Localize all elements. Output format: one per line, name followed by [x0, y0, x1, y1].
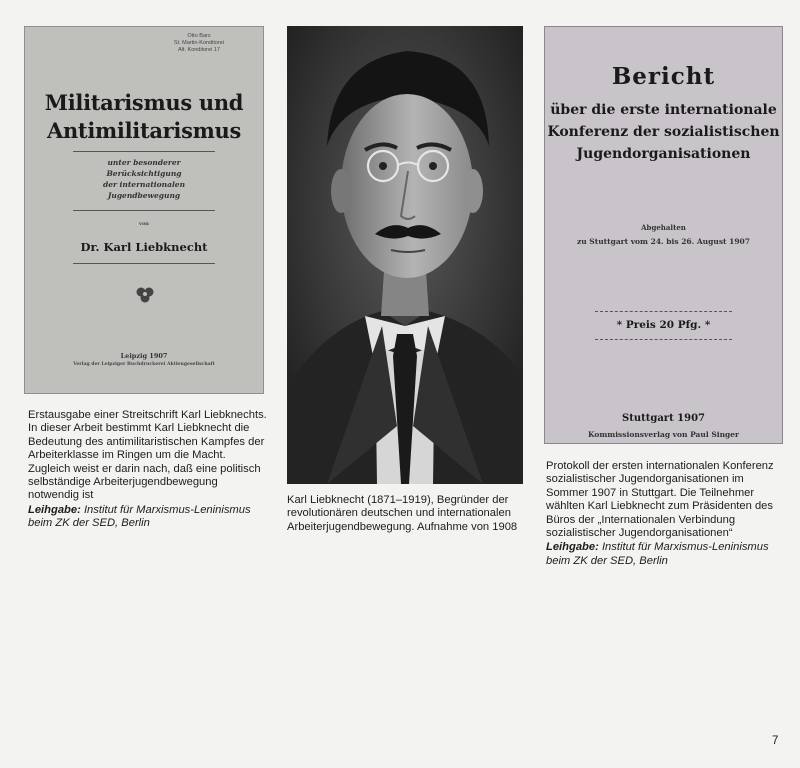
cover-title-line: Militarismus und	[44, 90, 244, 115]
cover-city-year: Stuttgart 1907	[621, 413, 706, 424]
portrait-illustration	[287, 26, 523, 484]
caption-right	[546, 460, 783, 568]
book-cover-militarismus	[24, 26, 264, 394]
cover-subtitle-line: der internationalen	[102, 180, 186, 189]
cover-subtitle-line: Konferenz der sozialistischen	[547, 124, 780, 140]
owner-stamp-line: Otto Bars	[187, 33, 211, 39]
divider	[595, 311, 732, 312]
divider	[73, 151, 215, 152]
caption-left	[28, 409, 268, 531]
cover-subtitle	[545, 99, 782, 165]
cover-von: von	[139, 221, 149, 227]
lender-text: Institut für Marxismus-Leninismus beim ZK der SED, Berlin	[546, 541, 769, 567]
lender-text: Institut für Marxismus-Leninismus beim ZK der SED, Berlin	[28, 503, 251, 530]
cover-held-label: Abgehalten	[641, 223, 686, 232]
cover-title: Bericht	[611, 63, 716, 90]
book-cover-bericht	[544, 26, 783, 444]
cover-year: Leipzig 1907	[120, 352, 168, 360]
lender-label: Leihgabe:	[28, 503, 81, 516]
cover-title	[25, 89, 263, 145]
cover-author: Dr. Karl Liebknecht	[80, 240, 208, 254]
cover-subtitle-line: unter besonderer	[107, 158, 181, 167]
cover-subtitle	[25, 157, 263, 201]
divider	[73, 263, 215, 264]
cover-subtitle-line: über die erste internationale	[550, 102, 777, 118]
lender-label: Leihgabe:	[546, 541, 599, 554]
lender-credit	[28, 504, 268, 531]
ornament-icon	[133, 285, 157, 310]
cover-price: * Preis 20 Pfg. *	[616, 319, 711, 331]
cover-subtitle-line: Jugendorganisationen	[576, 146, 751, 162]
cover-subtitle-line: Jugendbewegung	[107, 191, 181, 200]
cover-title-line: Antimilitarismus	[46, 118, 242, 143]
caption-text: Erstausgabe einer Streitschrift Karl Liebknechts. In dieser Arbeit bestimmt Karl Liebknecht die Bedeutung des antimilitaristischen Kampfes der Arbeiterklasse im Ringen um die Macht. Zugleich weist er darin nach, daß eine politisch selbständige Arbeiterjugendbewegung notwendig ist	[28, 409, 267, 502]
caption-center	[287, 494, 523, 534]
cover-subtitle-line: Berücksichtigung	[106, 169, 182, 178]
portrait-photo	[287, 26, 523, 484]
divider	[595, 339, 732, 340]
divider	[73, 210, 215, 211]
owner-stamp-line: St. Martin-Konditorei	[173, 40, 225, 46]
caption-text: Karl Liebknecht (1871–1919), Begründer der revolutionären deutschen und internationalen Arbeiterjugendbewegung. Aufnahme von 1908	[287, 494, 518, 533]
owner-stamp-line: Alt. Konditorei 17	[178, 47, 220, 53]
lender-credit	[546, 541, 783, 568]
cover-publisher: Verlag der Leipziger Buchdruckerei Aktiengesellschaft	[73, 362, 215, 367]
page-number: 7	[772, 735, 779, 747]
caption-text: Protokoll der ersten internationalen Konferenz sozialistischer Jugendorganisationen im Sommer 1907 in Stuttgart. Die Teilnehmer wählten Karl Liebknecht zum Präsidenten des Büros der „Internationalen Verbindung sozialistischer Jugendorganisationen“	[546, 460, 774, 540]
cover-publisher: Kommissionsverlag von Paul Singer	[587, 430, 739, 439]
owner-stamp	[161, 33, 237, 54]
cover-held-details: zu Stuttgart vom 24. bis 26. August 1907	[576, 237, 750, 246]
